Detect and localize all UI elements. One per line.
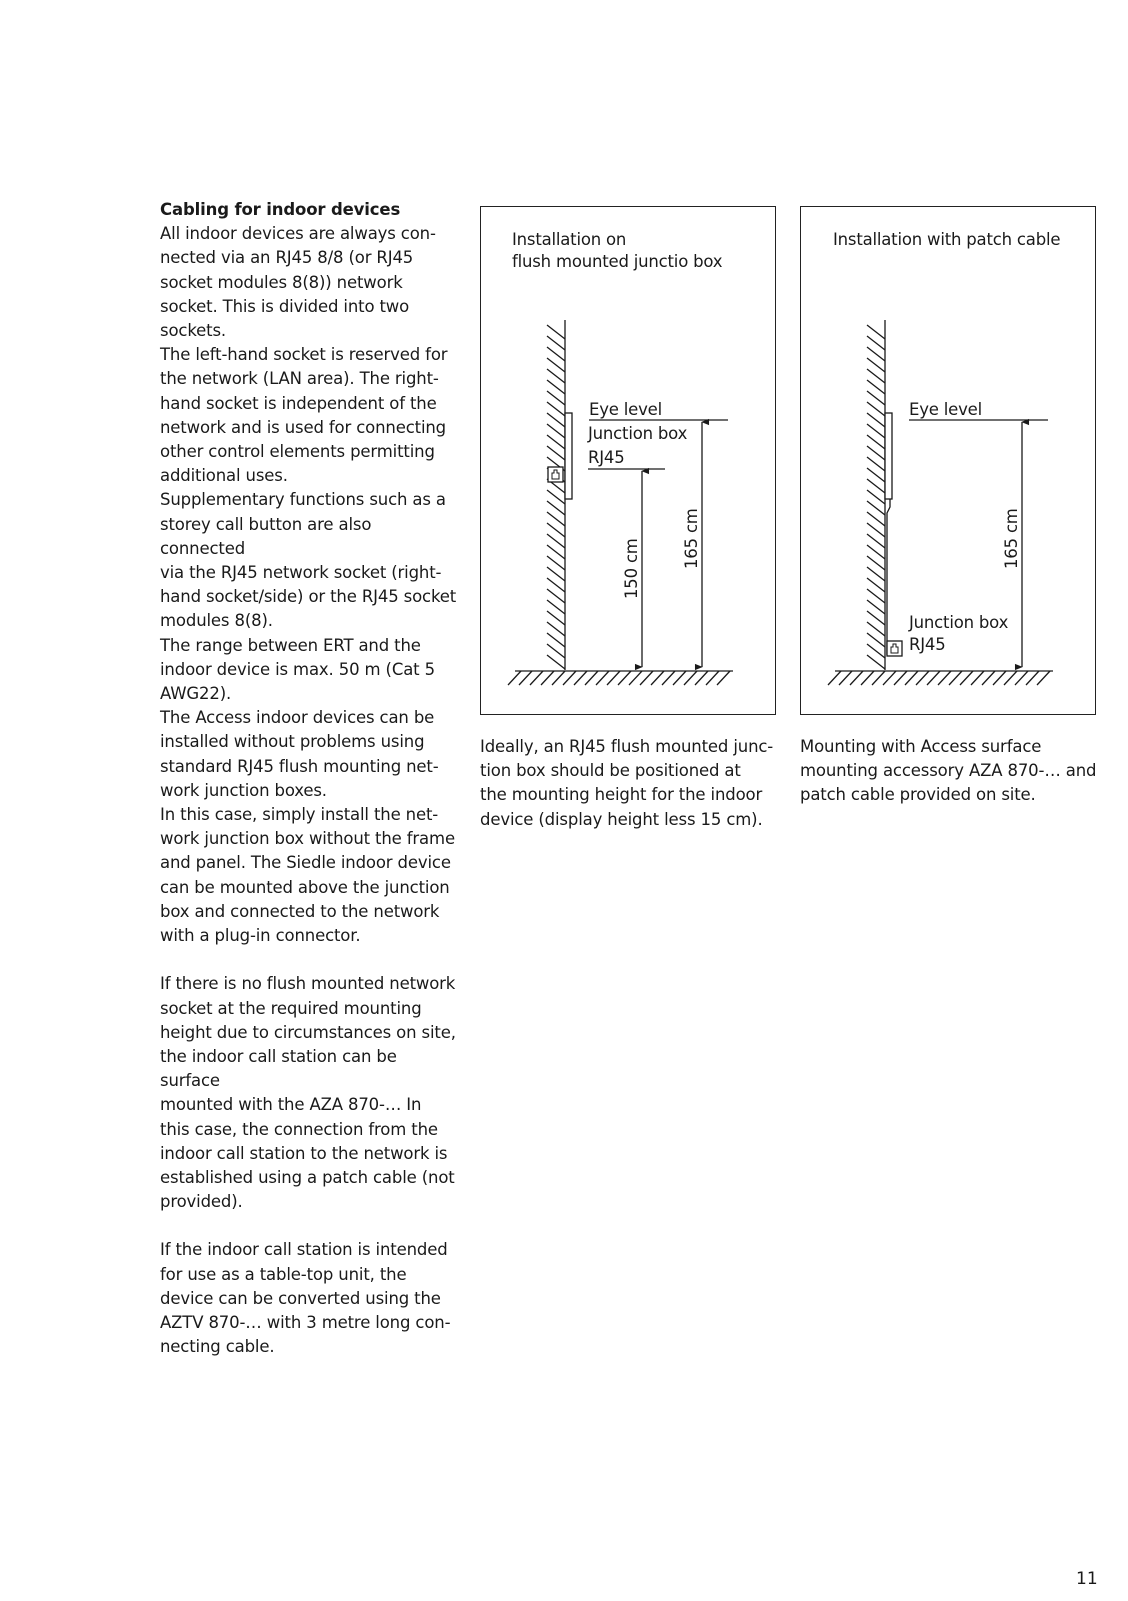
floor-hatch-line (662, 671, 675, 685)
wall-hatch-line (547, 490, 565, 504)
rj45-label: RJ45 (588, 448, 625, 467)
wall-hatch-line (867, 545, 885, 559)
wall-hatch-line (547, 446, 565, 460)
floor (828, 671, 1053, 685)
floor-hatch-line (618, 671, 631, 685)
wall-hatch-line (867, 578, 885, 592)
diagram-caption-left: Ideally, an RJ45 flush mounted junc- tion box should be positioned at the mounting height for the indoor device (display height less 15 cm). (480, 737, 774, 829)
wall-hatch-line (547, 534, 565, 548)
wall-hatch-line (547, 413, 565, 427)
wall-hatch-line (547, 358, 565, 372)
wall-hatch-line (547, 391, 565, 405)
wall-hatch-line (547, 644, 565, 658)
wall-hatch-line (867, 556, 885, 570)
wall-hatch-line (867, 358, 885, 372)
floor-hatch-line (905, 671, 918, 685)
floor-hatch-line (938, 671, 951, 685)
floor-hatch-line (706, 671, 719, 685)
floor-hatch-line (982, 671, 995, 685)
floor-hatch-line (673, 671, 686, 685)
floor-hatch-line (717, 671, 730, 685)
wall-hatch-line (867, 424, 885, 438)
floor-hatch-line (861, 671, 874, 685)
wall-hatch-line (547, 402, 565, 416)
floor-hatch-line (684, 671, 697, 685)
indoor-device (885, 413, 892, 499)
wall-hatch-line (547, 600, 565, 614)
wall-hatch-line (547, 325, 565, 339)
indoor-device (565, 413, 572, 499)
eye-level-label: Eye level (909, 400, 983, 419)
floor-hatch-line (530, 671, 543, 685)
wall-hatch-line (547, 347, 565, 361)
body-paragraph: All indoor devices are always con- nected via an RJ45 8/8 (or RJ45 socket modules 8(8)) network socket. This is divided into two sockets. The left-hand socket is reserved for the network (LAN area). The right- hand socket is independent of the network and is used for connecting other control elements permitting additional uses. Supplementary functions such as a storey call button are also connected via the RJ45 network socket (right- hand socket/side) or the RJ45 socket modules 8(8). The range between ERT and the indoor device is max. 50 m (Cat 5 AWG22). The Access indoor devices can be installed without problems using standard RJ45 flush mounting net- work junction boxes. In this case, simply install the net- work junction box without the frame and panel. The Siedle indoor device can be mounted above the junction box and connected to the network with a plug-in connector. (160, 224, 457, 946)
wall-hatch-line (867, 391, 885, 405)
diagram-title: Installation with patch cable (833, 230, 1061, 249)
wall-hatch-line (867, 479, 885, 493)
floor-hatch-line (949, 671, 962, 685)
wall-hatch-line (867, 644, 885, 658)
rj45-socket-icon (548, 467, 563, 482)
floor-hatch-line (1015, 671, 1028, 685)
floor-hatch-line (574, 671, 587, 685)
floor-hatch-line (563, 671, 576, 685)
diagram-title-line-1: Installation on (512, 230, 627, 249)
wall-hatch-line (867, 622, 885, 636)
diagram-flush-mounted-drawing (481, 207, 777, 716)
wall-hatch-line (867, 567, 885, 581)
wall-hatch-line (547, 512, 565, 526)
rj45-socket-icon (887, 641, 902, 656)
wall-hatch-line (547, 523, 565, 537)
floor-hatch-line (993, 671, 1006, 685)
wall-hatch-line (547, 567, 565, 581)
floor-hatch-line (927, 671, 940, 685)
body-paragraph: If the indoor call station is intended for use as a table-top unit, the device can be converted using the AZTV 870-… with 3 metre long con- necting cable. (160, 1240, 451, 1357)
wall (547, 320, 565, 670)
floor-hatch-line (1004, 671, 1017, 685)
floor-hatch-line (960, 671, 973, 685)
wall-hatch-line (547, 589, 565, 603)
wall-hatch-line (867, 402, 885, 416)
wall-hatch-line (867, 336, 885, 350)
wall-hatch-line (547, 622, 565, 636)
wall-hatch-line (547, 556, 565, 570)
floor-hatch-line (607, 671, 620, 685)
wall-hatch-line (867, 380, 885, 394)
dimension-165-label: 165 cm (1002, 508, 1021, 569)
wall-hatch-line (867, 633, 885, 647)
floor-hatch-line (1026, 671, 1039, 685)
wall-hatch-line (867, 435, 885, 449)
floor-hatch-line (519, 671, 532, 685)
text-column (160, 198, 460, 1359)
junction-box-label: Junction box (588, 424, 688, 443)
wall-hatch-line (867, 325, 885, 339)
wall-hatch-line (867, 490, 885, 504)
floor-hatch-line (883, 671, 896, 685)
floor-hatch-line (850, 671, 863, 685)
body-paragraph: If there is no flush mounted network socket at the required mounting height due to circumstances on site, the indoor call station can be surface mounted with the AZA 870-… In this case, the connection from the indoor call station to the network is established using a patch cable (not provided). (160, 974, 456, 1212)
floor-hatch-line (1037, 671, 1050, 685)
floor-hatch-line (508, 671, 521, 685)
floor (508, 671, 733, 685)
diagram-patch-cable (800, 206, 1096, 715)
wall-hatch-line (867, 534, 885, 548)
wall-hatch-line (867, 600, 885, 614)
diagram-patch-cable-drawing (801, 207, 1097, 716)
dimension-150-label: 150 cm (622, 538, 641, 599)
wall (867, 320, 885, 670)
wall-hatch-line (867, 347, 885, 361)
wall-hatch-line (547, 655, 565, 669)
wall-hatch-line (547, 435, 565, 449)
page-number: 11 (1076, 1569, 1098, 1589)
wall-hatch-line (867, 655, 885, 669)
junction-box-label: Junction box (909, 613, 1009, 632)
diagram-title-line-2: flush mounted junctio box (512, 252, 723, 271)
floor-hatch-line (839, 671, 852, 685)
diagram-flush-mounted (480, 206, 776, 715)
eye-level-label: Eye level (589, 400, 663, 419)
wall-hatch-line (547, 633, 565, 647)
wall-hatch-line (547, 336, 565, 350)
wall-hatch-line (867, 446, 885, 460)
patch-cable (887, 499, 890, 655)
floor-hatch-line (828, 671, 841, 685)
wall-hatch-line (547, 369, 565, 383)
wall-hatch-line (547, 611, 565, 625)
floor-hatch-line (916, 671, 929, 685)
floor-hatch-line (596, 671, 609, 685)
wall-hatch-line (867, 523, 885, 537)
floor-hatch-line (872, 671, 885, 685)
floor-hatch-line (629, 671, 642, 685)
wall-hatch-line (547, 501, 565, 515)
floor-hatch-line (695, 671, 708, 685)
wall-hatch-line (547, 424, 565, 438)
floor-hatch-line (640, 671, 653, 685)
floor-hatch-line (585, 671, 598, 685)
wall-hatch-line (547, 380, 565, 394)
wall-hatch-line (867, 589, 885, 603)
wall-hatch-line (867, 413, 885, 427)
rj45-label: RJ45 (909, 635, 946, 654)
diagram-caption-right: Mounting with Access surface mounting accessory AZA 870-… and patch cable provided on site. (800, 737, 1097, 805)
wall-hatch-line (867, 468, 885, 482)
wall-hatch-line (547, 545, 565, 559)
floor-hatch-line (541, 671, 554, 685)
wall-hatch-line (867, 611, 885, 625)
dimension-165-label: 165 cm (682, 508, 701, 569)
wall-hatch-line (867, 501, 885, 515)
wall-hatch-line (867, 512, 885, 526)
floor-hatch-line (651, 671, 664, 685)
section-heading: Cabling for indoor devices (160, 200, 401, 219)
wall-hatch-line (867, 369, 885, 383)
floor-hatch-line (971, 671, 984, 685)
wall-hatch-line (547, 578, 565, 592)
wall-hatch-line (867, 457, 885, 471)
floor-hatch-line (894, 671, 907, 685)
floor-hatch-line (552, 671, 565, 685)
